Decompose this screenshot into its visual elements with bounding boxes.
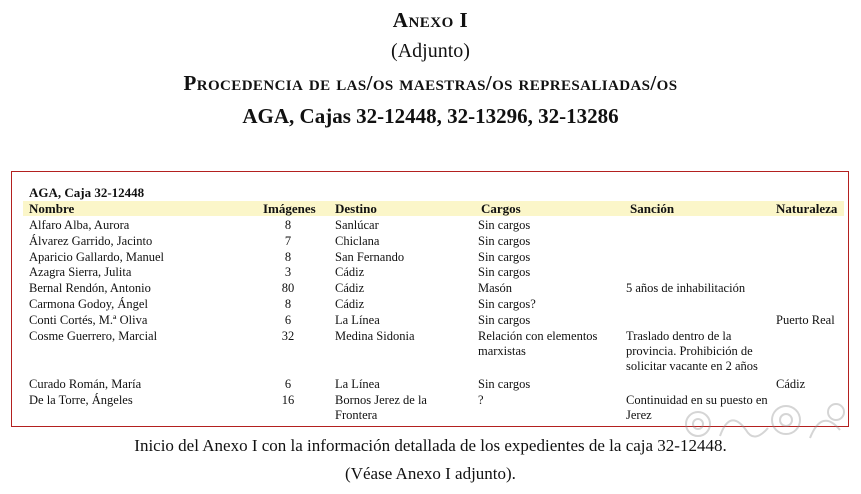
cell-destino: La Línea: [335, 313, 380, 327]
cell-cargos: Sin cargos?: [478, 297, 536, 311]
cell-imagenes: 32: [281, 329, 295, 343]
cell-nombre: Alfaro Alba, Aurora: [29, 218, 130, 232]
cell-nombre: Álvarez Garrido, Jacinto: [29, 234, 153, 248]
cell-destino: Cádiz: [335, 265, 365, 279]
cell-nombre: De la Torre, Ángeles: [29, 393, 133, 407]
cell-imagenes: 16: [281, 393, 295, 407]
cell-cargos: ?: [478, 393, 484, 407]
cell-naturaleza: Puerto Real: [776, 313, 835, 327]
header-sancion: Sanción: [630, 201, 675, 216]
cell-cargos: Masón: [478, 281, 513, 295]
figure-caption: Inicio del Anexo I con la información detallada de los expedientes de la caja 32-12448.: [134, 436, 727, 455]
cell-naturaleza: Cádiz: [776, 377, 806, 391]
table-caption: AGA, Caja 32-12448: [29, 185, 145, 200]
annex-title: Anexo I: [392, 8, 469, 32]
cell-imagenes: 3: [284, 265, 292, 279]
annex-subtitle: (Adjunto): [391, 40, 470, 62]
cell-cargos: Relación con elementos marxistas: [478, 329, 598, 358]
cell-cargos: Sin cargos: [478, 218, 531, 232]
header-nombre: Nombre: [29, 201, 75, 216]
cell-imagenes: 6: [284, 377, 292, 391]
cell-destino: Sanlúcar: [335, 218, 379, 232]
cell-destino: Bornos Jerez de la Frontera: [335, 393, 427, 422]
cell-nombre: Conti Cortés, M.ª Oliva: [29, 313, 148, 327]
cell-destino: San Fernando: [335, 250, 405, 264]
cell-destino: Cádiz: [335, 297, 365, 311]
cell-nombre: Bernal Rendón, Antonio: [29, 281, 151, 295]
cell-destino: La Línea: [335, 377, 380, 391]
figure-caption-note: (Véase Anexo I adjunto).: [345, 464, 516, 483]
cell-nombre: Azagra Sierra, Julita: [29, 265, 132, 279]
header-naturaleza: Naturaleza: [776, 201, 838, 216]
cell-destino: Chiclana: [335, 234, 380, 248]
cell-imagenes: 6: [284, 313, 292, 327]
header-cargos: Cargos: [481, 201, 521, 216]
cell-nombre: Carmona Godoy, Ángel: [29, 297, 148, 311]
cell-sancion: Traslado dentro de la provincia. Prohibición de solicitar vacante en 2 años: [626, 329, 758, 373]
cell-nombre: Aparicio Gallardo, Manuel: [29, 250, 165, 264]
table-header-row: [23, 201, 844, 216]
header-destino: Destino: [335, 201, 377, 216]
cell-cargos: Sin cargos: [478, 250, 531, 264]
cell-destino: Medina Sidonia: [335, 329, 415, 343]
cell-imagenes: 8: [284, 297, 292, 311]
cell-imagenes: 7: [284, 234, 292, 248]
cell-nombre: Cosme Guerrero, Marcial: [29, 329, 158, 343]
header-imagenes: Imágenes: [263, 201, 316, 216]
cell-cargos: Sin cargos: [478, 234, 531, 248]
cell-cargos: Sin cargos: [478, 265, 531, 279]
cell-imagenes: 80: [281, 281, 295, 295]
aga-heading: AGA, Cajas 32-12448, 32-13296, 32-13286: [242, 104, 619, 128]
cell-sancion: Continuidad en su puesto en Jerez: [626, 393, 768, 422]
cell-destino: Cádiz: [335, 281, 365, 295]
cell-nombre: Curado Román, María: [29, 377, 142, 391]
cell-imagenes: 8: [284, 250, 292, 264]
cell-cargos: Sin cargos: [478, 313, 531, 327]
cell-cargos: Sin cargos: [478, 377, 531, 391]
cell-sancion: 5 años de inhabilitación: [626, 281, 746, 295]
procedencia-heading: Procedencia de las/os maestras/os represaliadas/os: [183, 71, 678, 95]
cell-imagenes: 8: [284, 218, 292, 232]
